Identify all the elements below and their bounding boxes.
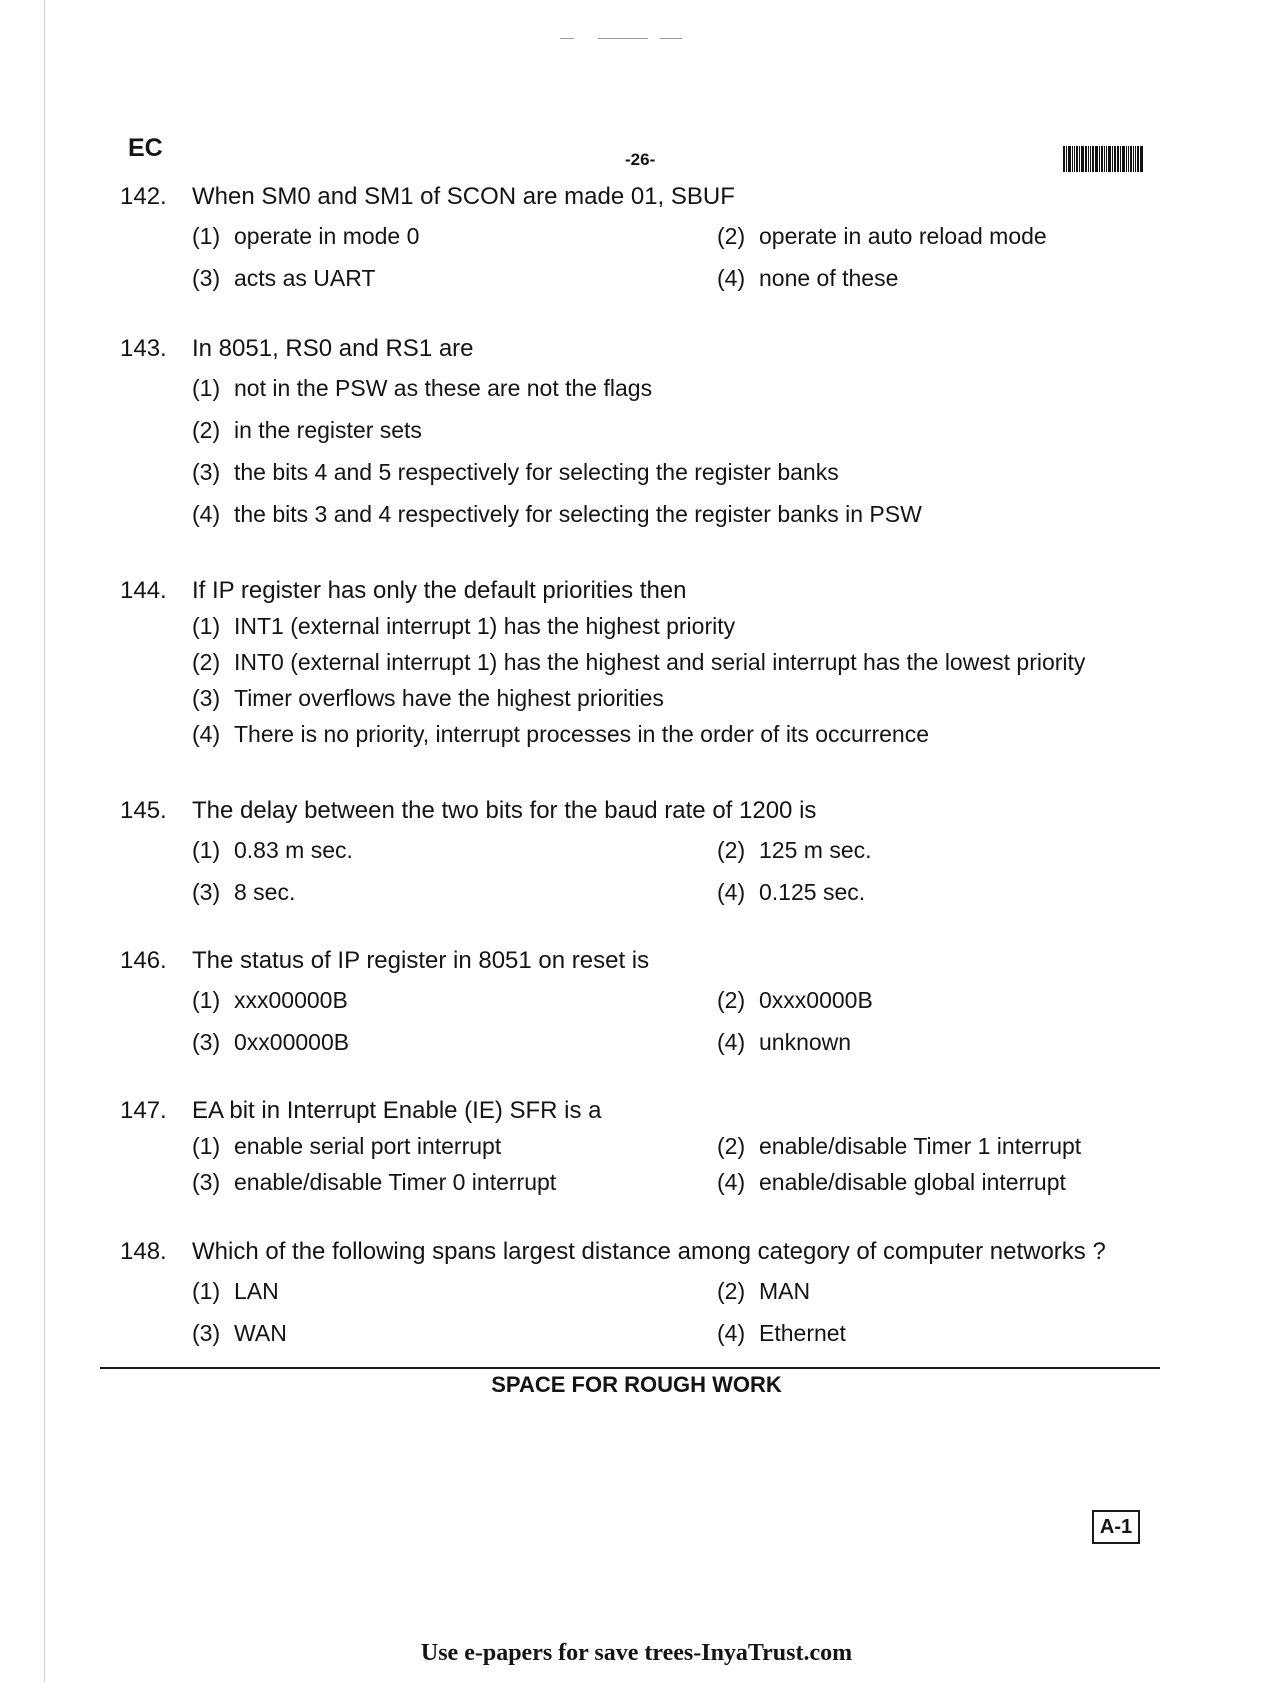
option-1: (1) xxx00000B [192,987,348,1013]
set-code-box: A-1 [1092,1510,1140,1544]
option-4: (4) the bits 3 and 4 respectively for selecting the register banks in PSW [192,501,922,527]
question-145 [120,796,1180,906]
question-text: In 8051, RS0 and RS1 are [192,335,474,362]
question-text: The status of IP register in 8051 on reset is [192,947,650,974]
option-3: (3) 8 sec. [192,879,296,905]
scan-mark [560,38,574,39]
option-2: (2) operate in auto reload mode [717,223,1047,249]
option-2: (2) enable/disable Timer 1 interrupt [717,1133,1082,1159]
option-4: (4) Ethernet [717,1320,846,1346]
option-1: (1) operate in mode 0 [192,223,420,249]
barcode-icon [1063,146,1143,172]
option-2: (2) 0xxx0000B [717,987,873,1013]
option-1: (1) not in the PSW as these are not the flags [192,375,653,401]
question-143 [120,334,1180,528]
question-number: 147. [120,1097,167,1124]
option-4: (4) none of these [717,265,899,291]
option-2: (2) 125 m sec. [717,837,872,863]
option-3: (3) Timer overflows have the highest priorities [192,685,664,711]
option-4: (4) enable/disable global interrupt [717,1169,1066,1195]
option-1: (1) INT1 (external interrupt 1) has the highest priority [192,613,736,639]
page-number: -26- [625,150,656,169]
question-number: 142. [120,183,167,210]
question-text: Which of the following spans largest distance among category of computer networks ? [192,1238,1106,1265]
question-number: 144. [120,577,167,604]
footer-watermark: Use e-papers for save trees-InyaTrust.com [420,1640,853,1666]
question-number: 143. [120,335,167,362]
scan-margin-line [44,0,45,1682]
option-3: (3) the bits 4 and 5 respectively for selecting the register banks [192,459,839,485]
question-142 [120,182,1180,292]
question-147 [120,1096,1180,1196]
scan-mark [660,38,682,39]
option-4: (4) 0.125 sec. [717,879,866,905]
question-text: If IP register has only the default priorities then [192,577,687,604]
question-148 [120,1237,1180,1347]
option-3: (3) 0xx00000B [192,1029,350,1055]
question-text: When SM0 and SM1 of SCON are made 01, SBUF [192,183,735,210]
question-text: The delay between the two bits for the baud rate of 1200 is [192,797,817,824]
scan-mark [598,38,648,39]
rough-work-label: SPACE FOR ROUGH WORK [491,1372,782,1397]
option-1: (1) LAN [192,1278,279,1304]
option-1: (1) 0.83 m sec. [192,837,353,863]
option-4: (4) unknown [717,1029,852,1055]
question-number: 146. [120,947,167,974]
subject-code: EC [128,134,163,162]
question-146 [120,946,1180,1056]
option-4: (4) There is no priority, interrupt processes in the order of its occurrence [192,721,929,747]
question-number: 148. [120,1238,167,1265]
question-144 [120,576,1180,748]
option-3: (3) WAN [192,1320,287,1346]
option-3: (3) acts as UART [192,265,376,291]
option-2: (2) INT0 (external interrupt 1) has the highest and serial interrupt has the lowest priority [192,649,1086,675]
rough-work-divider [100,1367,1160,1369]
question-number: 145. [120,797,167,824]
option-2: (2) MAN [717,1278,811,1304]
option-2: (2) in the register sets [192,417,422,443]
option-3: (3) enable/disable Timer 0 interrupt [192,1169,557,1195]
option-1: (1) enable serial port interrupt [192,1133,502,1159]
question-text: EA bit in Interrupt Enable (IE) SFR is a [192,1097,602,1124]
